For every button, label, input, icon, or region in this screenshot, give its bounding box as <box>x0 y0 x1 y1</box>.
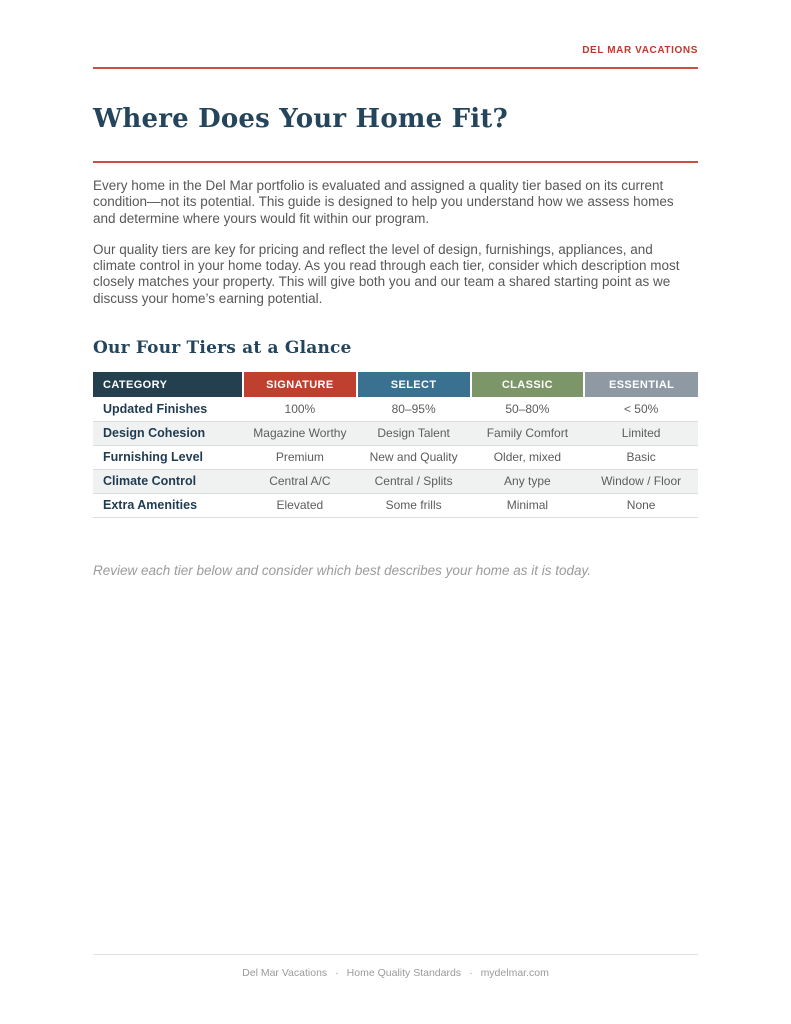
cell-value: Design Talent <box>357 421 471 445</box>
footer-document-name: Home Quality Standards <box>346 967 462 979</box>
row-category: Extra Amenities <box>93 493 243 517</box>
table-row <box>93 493 698 517</box>
header-rule <box>93 67 698 69</box>
column-header-essential: ESSENTIAL <box>584 372 698 397</box>
table-row <box>93 397 698 421</box>
footer-brand: Del Mar Vacations <box>242 967 328 979</box>
column-header-classic: CLASSIC <box>471 372 585 397</box>
row-category: Updated Finishes <box>93 397 243 421</box>
column-header-category: CATEGORY <box>93 372 243 397</box>
cell-value: 100% <box>243 397 357 421</box>
table-header-row <box>93 372 698 397</box>
brand-header: DEL MAR VACATIONS <box>582 45 698 56</box>
page-footer <box>93 954 698 979</box>
cell-value: Family Comfort <box>471 421 585 445</box>
review-note: Review each tier below and consider which best describes your home as it is today. <box>93 562 591 578</box>
cell-value: 80–95% <box>357 397 471 421</box>
table-row <box>93 421 698 445</box>
cell-value: None <box>584 493 698 517</box>
intro-section <box>93 178 698 307</box>
cell-value: Central / Splits <box>357 469 471 493</box>
cell-value: Some frills <box>357 493 471 517</box>
cell-value: 50–80% <box>471 397 585 421</box>
page-content <box>93 0 698 578</box>
footer-separator: · <box>469 967 473 979</box>
footer-separator: · <box>335 967 339 979</box>
page-title: Where Does Your Home Fit? <box>93 104 508 134</box>
row-category: Design Cohesion <box>93 421 243 445</box>
cell-value: Limited <box>584 421 698 445</box>
footer-website: mydelmar.com <box>480 967 549 979</box>
section-heading: Our Four Tiers at a Glance <box>93 338 352 359</box>
row-category: Furnishing Level <box>93 445 243 469</box>
cell-value: Window / Floor <box>584 469 698 493</box>
row-category: Climate Control <box>93 469 243 493</box>
table-row <box>93 469 698 493</box>
cell-value: Basic <box>584 445 698 469</box>
cell-value: Elevated <box>243 493 357 517</box>
cell-value: Older, mixed <box>471 445 585 469</box>
intro-paragraph-1: Every home in the Del Mar portfolio is evaluated and assigned a quality tier based on its current condition—not its potential. This guide is designed to help you understand how we assess homes and determine where yours would fit within our program. <box>93 178 674 226</box>
cell-value: Any type <box>471 469 585 493</box>
tiers-table <box>93 372 698 518</box>
cell-value: Premium <box>243 445 357 469</box>
intro-paragraph-2: Our quality tiers are key for pricing and reflect the level of design, furnishings, appliances, and climate control in your home today. As you read through each tier, consider which description most closely matches your property. This will give both you and our team a shared starting point as we discuss your home’s earning potential. <box>93 241 680 306</box>
cell-value: Central A/C <box>243 469 357 493</box>
column-header-signature: SIGNATURE <box>243 372 357 397</box>
column-header-select: SELECT <box>357 372 471 397</box>
title-rule <box>93 161 698 163</box>
table-row <box>93 445 698 469</box>
cell-value: Minimal <box>471 493 585 517</box>
cell-value: < 50% <box>584 397 698 421</box>
cell-value: Magazine Worthy <box>243 421 357 445</box>
cell-value: New and Quality <box>357 445 471 469</box>
